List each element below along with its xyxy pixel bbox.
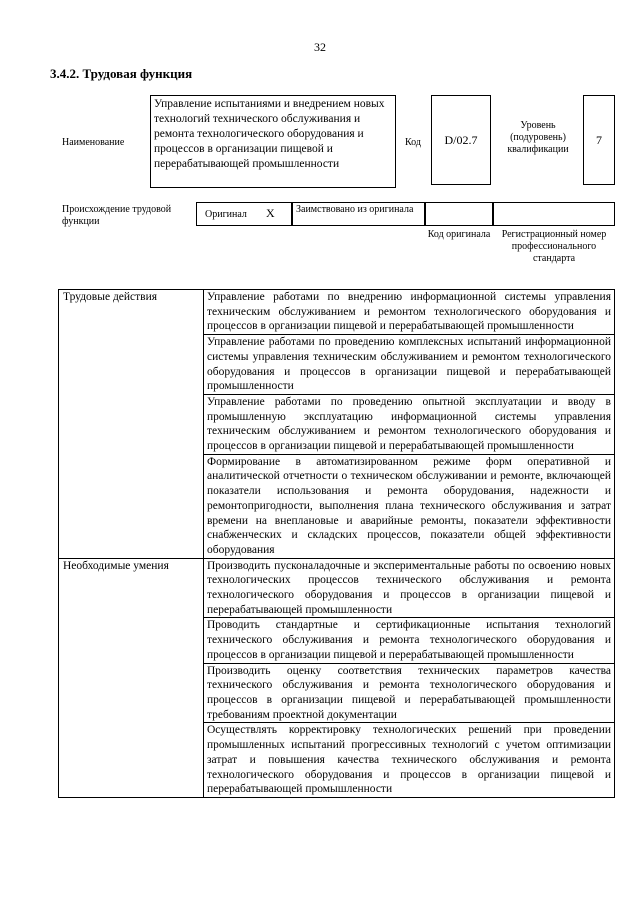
table-cell: Управление работами по внедрению информационной системы управления техническим обслуживанием и ремонтом технологического оборудования и процессов в организации пищевой и перерабатывающей промышленности xyxy=(204,290,615,335)
section-label-labor-actions: Трудовые действия xyxy=(59,290,204,559)
table-cell: Управление работами по проведению опытной эксплуатации и вводу в промышленную эксплуатацию информационной системы управления техническим обслуживанием и ремонтом технологического оборудования и процессов в организации пищевой и перерабатывающей промышленности xyxy=(204,394,615,454)
registration-number-caption: Регистрационный номер профессионального стандарта xyxy=(501,229,607,264)
table-row xyxy=(59,290,615,335)
page-number: 32 xyxy=(314,40,326,54)
origin-label: Происхождение трудовой функции xyxy=(62,204,172,227)
table-cell: Осуществлять корректировку технологических решений при проведении промышленных испытаний прогрессивных технологий с учетом оптимизации затрат и повышения качества технического обслуживания и ремонта технологического оборудования и процессов в организации пищевой и перерабатывающей промышленности xyxy=(204,723,615,798)
original-cell xyxy=(196,202,292,226)
table-cell: Производить оценку соответствия технических параметров качества технического обслуживания и ремонта технологического оборудования и процессов в организации пищевой и перерабатывающей промышленности требованиям проектной документации xyxy=(204,663,615,723)
section-title: 3.4.2. Трудовая функция xyxy=(50,66,193,81)
registration-number-cell xyxy=(493,202,615,226)
name-label: Наименование xyxy=(62,137,125,148)
qualification-level-label: Уровень (подуровень) квалификации xyxy=(507,120,569,155)
original-code-cell xyxy=(425,202,493,226)
code-value-box: D/02.7 xyxy=(431,95,491,185)
qualification-level-box: 7 xyxy=(583,95,615,185)
code-label: Код xyxy=(405,137,421,148)
table-cell: Формирование в автоматизированном режиме форм оперативной и аналитической отчетности о техническом обслуживании и ремонте, включающей показатели использования и ремонта оборудования, надежности и ремонтопригодности, выполнения плана технического обслуживания и затрат времени на внеплановые и аварийные ремонты, показатели эффективности снабженческих и складских процессов, показатели общей эффективности оборудования xyxy=(204,454,615,558)
table-cell: Проводить стандартные и сертификационные испытания технологий технического обслуживания и ремонта технологического оборудования и процессов в организации пищевой и перерабатывающей промышленности xyxy=(204,618,615,663)
function-details-table xyxy=(58,289,615,798)
original-code-caption: Код оригинала xyxy=(427,229,491,240)
table-row xyxy=(59,558,615,618)
function-name-box: Управление испытаниями и внедрением новых технологий технического обслуживания и ремонта технологического оборудования и процессов в организации пищевой и перерабатывающей промышленности xyxy=(150,95,396,188)
original-mark: X xyxy=(266,206,275,220)
table-cell: Управление работами по проведению комплексных испытаний информационной системы управления техническим обслуживанием и ремонтом технологического оборудования и процессов в организации пищевой и перерабатывающей промышленности xyxy=(204,335,615,395)
section-label-required-skills: Необходимые умения xyxy=(59,558,204,797)
original-label: Оригинал xyxy=(205,209,247,220)
table-cell: Производить пусконаладочные и экспериментальные работы по освоению новых технологических процессов технического обслуживания и ремонта технологического оборудования и процессов в организации пищевой и перерабатывающей промышленности xyxy=(204,558,615,618)
borrowed-cell: Заимствовано из оригинала xyxy=(292,202,425,226)
